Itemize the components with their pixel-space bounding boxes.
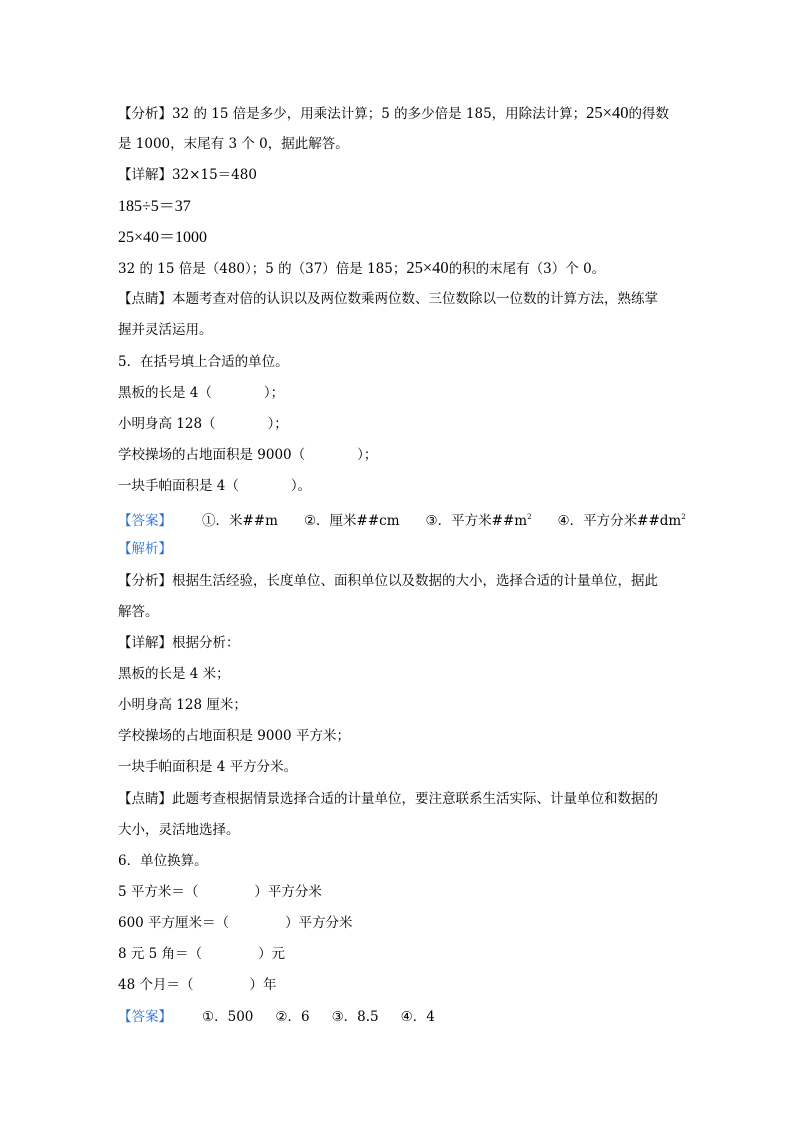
comment-line-1: 【点睛】此题考查根据情景选择合适的计量单位，要注意联系生活实际、计量单位和数据的 [118, 791, 658, 807]
item-suffix: ）年 [249, 977, 277, 993]
item-prefix: 48 个月＝（ [118, 977, 194, 993]
question-item [118, 384, 284, 402]
answer-option: ②．6 [275, 1009, 310, 1025]
question-item [118, 477, 311, 495]
detail-line [118, 166, 257, 184]
analysis-text: 【分析】32 的 15 倍是多少，用乘法计算；5 的多少倍是 185，用除法计算； [118, 106, 587, 122]
explain-label: 【解析】 [118, 541, 172, 557]
equation: 32×15＝480 [172, 167, 257, 183]
equation: 25×40＝1000 [118, 229, 208, 246]
comment-line-2: 大小，灵活地选择。 [118, 822, 240, 838]
summary-text: 的积的末尾有（3）个 0。 [448, 261, 606, 277]
item-prefix: 一块手帕面积是 4（ [118, 478, 239, 494]
detail-label: 【详解】根据分析： [118, 635, 240, 651]
item-prefix: 学校操场的占地面积是 9000（ [118, 447, 306, 463]
item-suffix: ）； [267, 416, 288, 432]
item-prefix: 黑板的长是 4（ [118, 385, 212, 401]
item-prefix: 600 平方厘米＝（ [118, 915, 230, 931]
detail-line: 小明身高 128 厘米； [118, 697, 247, 713]
item-suffix: ）平方分米 [285, 915, 353, 931]
analysis-line-1: 【分析】根据生活经验，长度单位、面积单位以及数据的大小，选择合适的计量单位，据此 [118, 573, 658, 589]
question-item [118, 976, 276, 994]
question-item [118, 883, 322, 901]
item-suffix: ）； [357, 447, 378, 463]
item-suffix: ）； [263, 385, 285, 401]
item-prefix: 5 平方米＝（ [118, 884, 199, 900]
item-prefix: 8 元 5 角＝（ [118, 946, 203, 962]
item-prefix: 小明身高 128（ [118, 416, 216, 432]
superscript: 2 [681, 513, 686, 521]
answer-line [118, 508, 686, 530]
answer-label: 【答案】 [118, 513, 172, 529]
analysis-line-2: 解答。 [118, 604, 159, 620]
analysis-text: 的得数 [628, 106, 669, 122]
answer-option: ②．厘米##cm [303, 513, 400, 529]
question-6-title: 6．单位换算。 [118, 853, 208, 869]
detail-label: 【详解】 [118, 167, 172, 183]
math-expression: 25×40 [586, 103, 629, 122]
answer-option: ①．米##m [202, 513, 278, 529]
answer-option: ①．500 [202, 1009, 254, 1025]
equation: 185÷5＝37 [118, 198, 191, 215]
comment-line-2: 握并灵活运用。 [118, 322, 213, 338]
answer-option: ④．平方分米##dm [557, 513, 682, 529]
question-item [118, 914, 353, 932]
item-suffix: ）平方分米 [254, 884, 322, 900]
analysis-line-1 [118, 104, 669, 123]
comment-line-1: 【点睛】本题考查对倍的认识以及两位数乘两位数、三位数除以一位数的计算方法，熟练掌 [118, 291, 658, 307]
question-item [118, 446, 377, 464]
answer-line [118, 1008, 435, 1026]
question-item [118, 945, 285, 963]
detail-line: 一块手帕面积是 4 平方分米。 [118, 759, 298, 775]
item-suffix: ）元 [258, 946, 286, 962]
item-suffix: ）。 [290, 478, 312, 494]
question-item [118, 415, 288, 433]
math-expression: 25×40 [406, 258, 449, 277]
detail-line: 黑板的长是 4 米； [118, 666, 230, 682]
answer-option: ④．4 [400, 1009, 435, 1025]
question-5-title: 5．在括号填上合适的单位。 [118, 354, 289, 370]
answer-option: ③．平方米##m [425, 513, 528, 529]
superscript: 2 [527, 513, 532, 521]
detail-summary [118, 259, 605, 278]
answer-option: ③．8.5 [331, 1009, 379, 1025]
detail-line: 学校操场的占地面积是 9000 平方米； [118, 728, 350, 744]
answer-label: 【答案】 [118, 1009, 172, 1025]
analysis-line-2: 是 1000，末尾有 3 个 0，据此解答。 [118, 136, 349, 152]
summary-text: 32 的 15 倍是（480）；5 的（37）倍是 185； [118, 261, 407, 277]
